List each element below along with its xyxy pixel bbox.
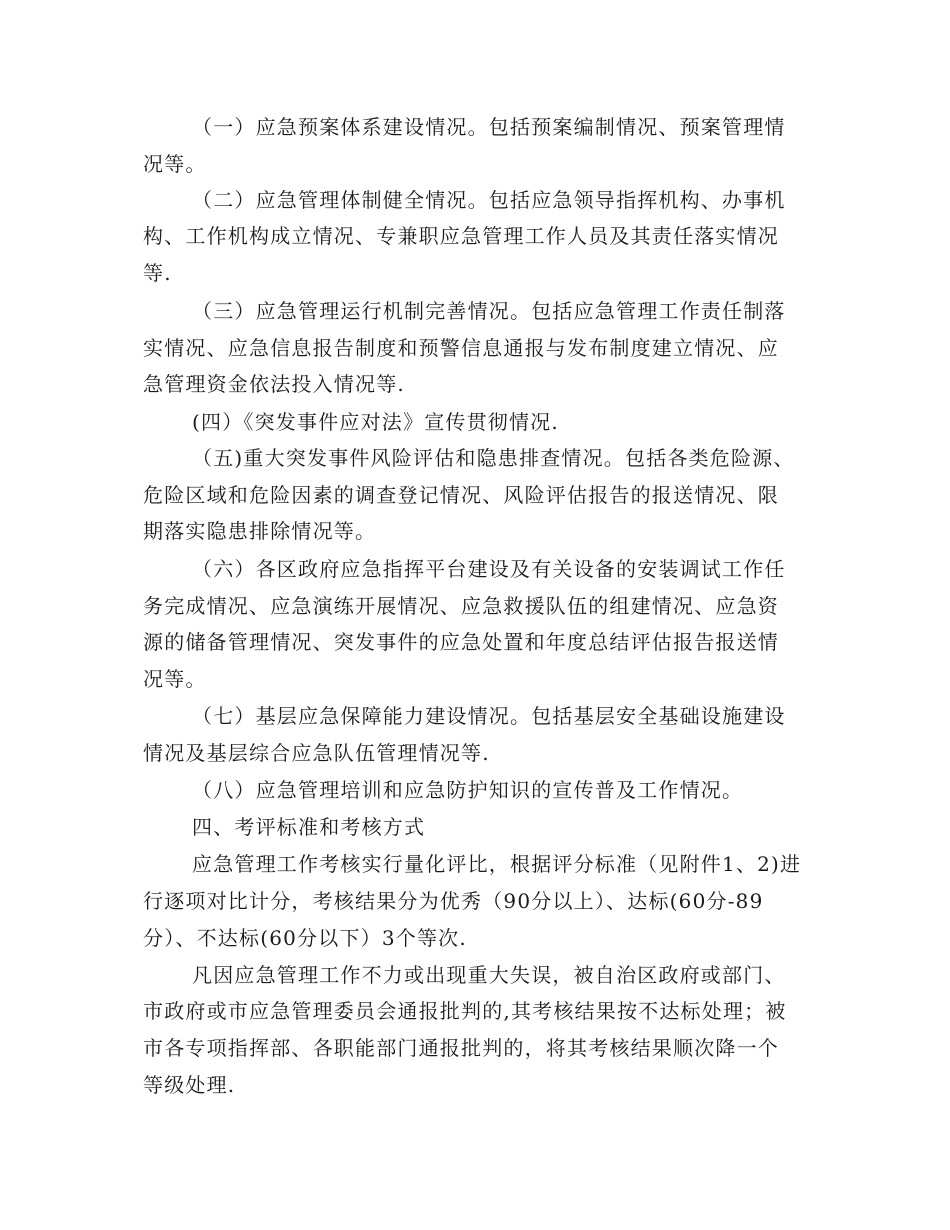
text-line: 情况及基层综合应急队伍管理情况等. <box>143 741 490 765</box>
text-line: （七）基层应急保障能力建设情况。包括基层安全基础设施建设 <box>192 704 786 728</box>
text-line: 危险区域和危险因素的调查登记情况、风险评估报告的报送情况、限 <box>143 483 779 507</box>
section-heading: 四、考评标准和考核方式 <box>192 815 426 839</box>
text-line: 市政府或市应急管理委员会通报批判的,其考核结果按不达标处理；被 <box>143 999 787 1023</box>
text-line: （一）应急预案体系建设情况。包括预案编制情况、预案管理情 <box>192 115 786 139</box>
text-line: 凡因应急管理工作不力或出现重大失误，被自治区政府或部门、 <box>192 963 786 987</box>
text-line: （二）应急管理体制健全情况。包括应急领导指挥机构、办事机 <box>192 188 786 212</box>
text-line: (四）《突发事件应对法》宣传贯彻情况. <box>192 410 559 434</box>
text-line: 急管理资金依法投入情况等. <box>143 372 405 396</box>
text-line: 市各专项指挥部、各职能部门通报批判的，将其考核结果顺次降一个 <box>143 1036 779 1060</box>
text-line: 等. <box>143 261 172 285</box>
text-line: 等级处理. <box>143 1073 236 1097</box>
text-line: （五)重大突发事件风险评估和隐患排查情况。包括各类危险源、 <box>192 446 795 470</box>
text-line: 源的储备管理情况、突发事件的应急处置和年度总结评估报告报送情 <box>143 630 779 654</box>
text-line: 分）、不达标(60分以下）3个等次. <box>143 926 467 950</box>
text-line: 实情况、应急信息报告制度和预警信息通报与发布制度建立情况、应 <box>143 336 779 360</box>
text-line: 应急管理工作考核实行量化评比，根据评分标准（见附件1、2)进 <box>192 852 802 876</box>
text-line: 行逐项对比计分，考核结果分为优秀（90分以上）、达标(60分-89 <box>143 889 764 913</box>
text-line: （八）应急管理培训和应急防护知识的宣传普及工作情况。 <box>192 778 744 802</box>
text-line: 况等。 <box>143 152 207 176</box>
text-line: （六）各区政府应急指挥平台建设及有关设备的安装调试工作任 <box>192 557 786 581</box>
text-line: （三）应急管理运行机制完善情况。包括应急管理工作责任制落 <box>192 299 786 323</box>
text-line: 构、工作机构成立情况、专兼职应急管理工作人员及其责任落实情况 <box>143 224 779 248</box>
text-line: 况等。 <box>143 667 207 691</box>
text-line: 期落实隐患排除情况等。 <box>143 519 377 543</box>
text-line: 务完成情况、应急演练开展情况、应急救援队伍的组建情况、应急资 <box>143 594 779 618</box>
